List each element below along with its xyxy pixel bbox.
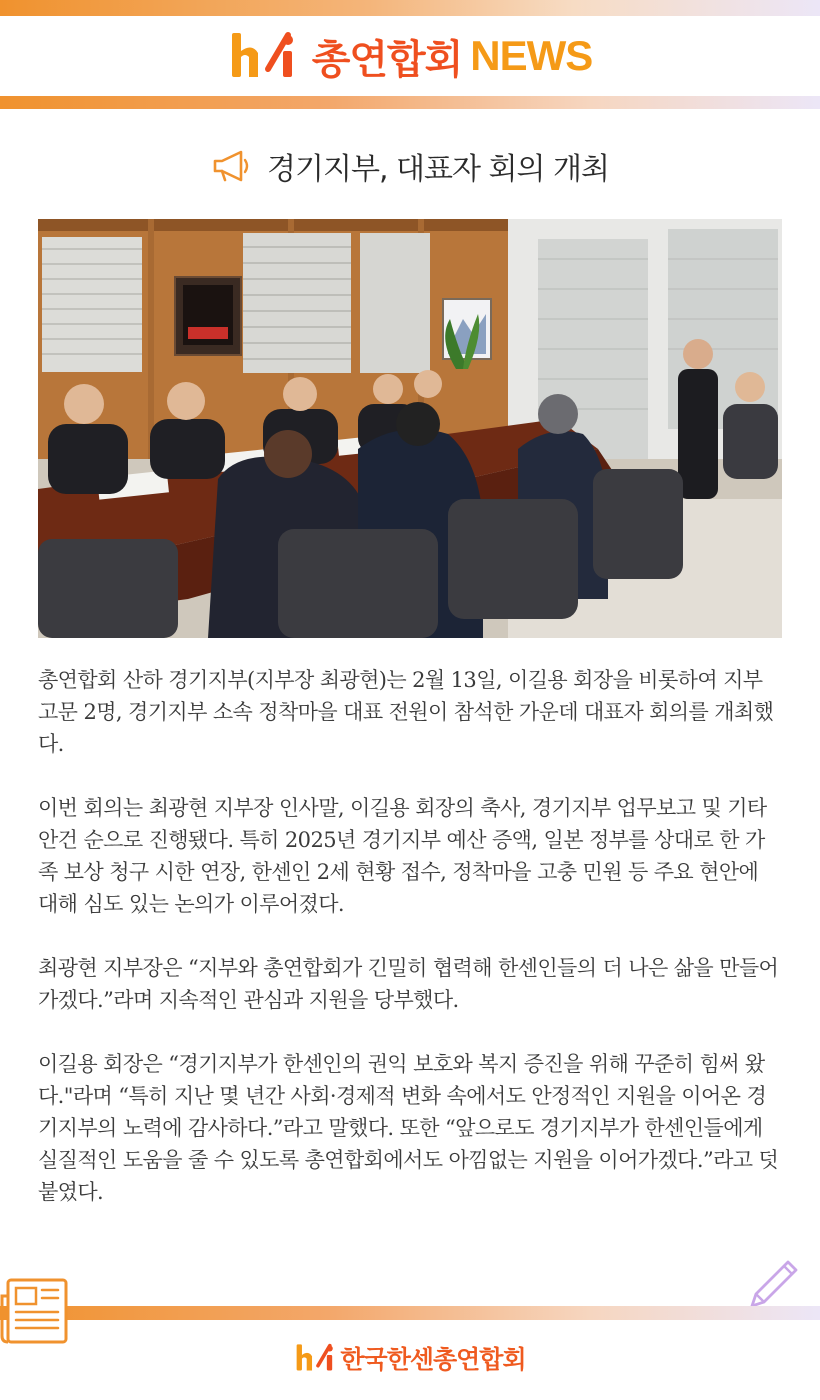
brand-name: 총연합회	[311, 36, 463, 83]
brand-news-label: NEWS	[470, 32, 593, 79]
article-body	[38, 664, 782, 1240]
hi-logo-mark	[228, 29, 298, 83]
footer-org-name: 한국한센총연합회	[340, 1345, 526, 1374]
article-paragraph: 이길용 회장은 “경기지부가 한센인의 권익 보호와 복지 증진을 위해 꾸준히 힘써 왔다."라며 “특히 지난 몇 년간 사회·경제적 변화 속에서도 안정적인 지원을 이어온 경기지부의 노력에 감사하다.”라고 말했다. 또한 “앞으로도 경기지부가 한센인들에게 실질적인 도움을 줄 수 있도록 총연합회에서도 아낌없는 지원을 이어가겠다.”라고 덧붙였다.	[38, 1052, 779, 1204]
article-paragraph: 최광현 지부장은 “지부와 총연합회가 긴밀히 협력해 한센인들의 더 나은 삶을 만들어 가겠다.”라며 지속적인 관심과 지원을 당부했다.	[38, 956, 779, 1012]
footer-divider-bar	[0, 1306, 820, 1320]
article-paragraph: 이번 회의는 최광현 지부장 인사말, 이길용 회장의 축사, 경기지부 업무보고 및 기타 안건 순으로 진행됐다. 특히 2025년 경기지부 예산 증액, 일본 정부를 상대로 한 가족 보상 청구 시한 연장, 한센인 2세 현황 접수, 정착마을 고충 민원 등 주요 현안에 대해 심도 있는 논의가 이루어졌다.	[38, 796, 767, 916]
footer-logo	[0, 1336, 820, 1380]
meeting-photo	[38, 219, 782, 638]
megaphone-icon	[211, 148, 253, 184]
article-title: 경기지부, 대표자 회의 개최	[267, 152, 609, 187]
article-paragraph: 총연합회 산하 경기지부(지부장 최광현)는 2월 13일, 이길용 회장을 비롯하여 지부 고문 2명, 경기지부 소속 정착마을 대표 전원이 참석한 가운데 대표자 회의를 개최했다.	[38, 668, 774, 756]
newsletter-header	[0, 16, 820, 96]
header-divider-bar	[0, 96, 820, 109]
article-title-row	[0, 138, 820, 194]
hi-logo-mark	[294, 1342, 336, 1374]
top-decor-strip	[0, 0, 820, 16]
